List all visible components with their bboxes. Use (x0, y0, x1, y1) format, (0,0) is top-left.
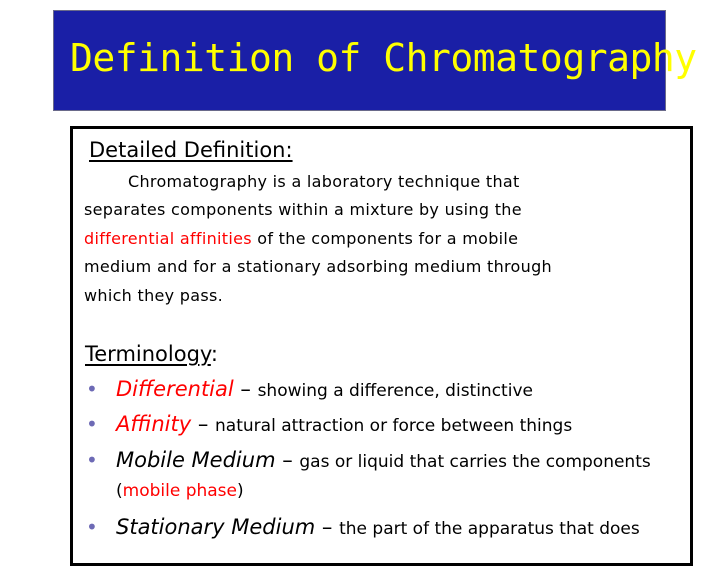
term-dash: – (275, 448, 300, 472)
definition-text: separates components within a mixture by using the (84, 200, 522, 219)
term-name: Stationary Medium (116, 515, 316, 539)
paren-open: ( (116, 481, 123, 501)
term-name: Affinity (116, 412, 192, 436)
term-definition: showing a difference, distinctive (257, 381, 533, 401)
mobile-phase-highlight: mobile phase (122, 481, 238, 501)
definition-text: Chromatography is a laboratory technique that (128, 172, 520, 191)
term-item-mobile-medium (86, 448, 651, 472)
term-definition: gas or liquid that carries the components (299, 452, 651, 472)
bullet-icon: • (86, 448, 98, 472)
term-item-affinity (86, 412, 572, 436)
terminology-heading (85, 342, 218, 366)
mobile-phase-line (116, 481, 244, 501)
term-item-differential (86, 377, 533, 401)
term-definition: natural attraction or force between things (215, 416, 573, 436)
definition-line-5 (84, 286, 223, 305)
definition-text: of the components for a mobile (251, 229, 519, 248)
definition-text: which they pass. (84, 286, 224, 305)
slide-title: Definition of Chromatography (70, 36, 697, 80)
definition-line-3 (84, 229, 518, 248)
terminology-heading-text: Terminology (85, 342, 211, 366)
bullet-icon: • (86, 515, 98, 539)
bullet-icon: • (86, 412, 98, 436)
slide-title-bar (53, 10, 697, 111)
terminology-colon: : (210, 342, 218, 366)
differential-affinities-highlight: differential affinities (84, 229, 252, 248)
term-item-stationary-medium (86, 515, 640, 539)
term-dash: – (233, 377, 258, 401)
term-name: Mobile Medium (116, 448, 276, 472)
term-definition: the part of the apparatus that does (339, 519, 640, 539)
definition-line-4 (84, 257, 552, 276)
definition-text: medium and for a stationary adsorbing medium through (84, 257, 552, 276)
definition-line-2 (84, 200, 522, 219)
bullet-icon: • (86, 377, 98, 401)
term-name: Differential (116, 377, 234, 401)
term-dash: – (191, 412, 216, 436)
term-dash: – (315, 515, 340, 539)
paren-close: ) (237, 481, 244, 501)
definition-line-1 (128, 172, 520, 191)
detailed-definition-heading: Detailed Definition: (89, 138, 293, 162)
